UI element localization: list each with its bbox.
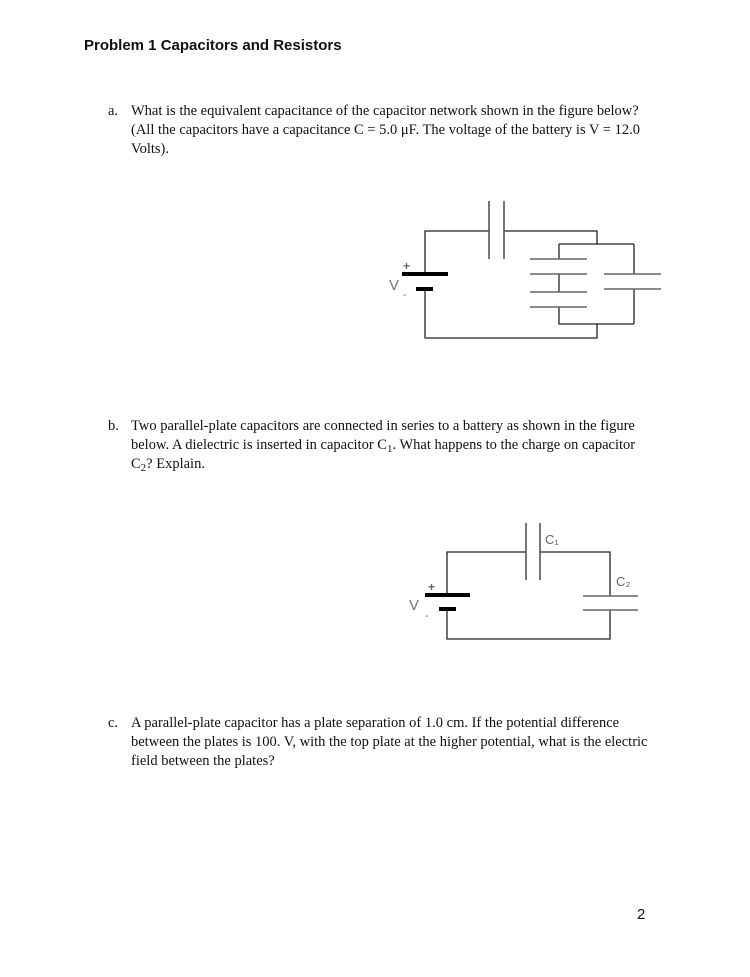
minus-label: - xyxy=(403,289,407,301)
question-text: A parallel-plate capacitor has a plate separation of 1.0 cm. If the potential difference between the plates is 100. V, with the top plate at the higher potential, what is the electric field between the plates? xyxy=(131,715,648,769)
circuit-b xyxy=(425,523,638,639)
circuit-a xyxy=(402,201,661,338)
c2-label: C₂ xyxy=(616,574,631,589)
question-label: c. xyxy=(108,715,119,731)
problem-title: Problem 1 Capacitors and Resistors xyxy=(84,37,342,54)
battery-label: V xyxy=(389,277,400,294)
text-part: ? Explain. xyxy=(146,456,205,472)
plus-label: + xyxy=(403,259,411,273)
page-number: 2 xyxy=(637,906,646,923)
text-part: Two parallel-plate capacitors are connected in series to a battery as shown in the figure below. A dielectric is inserted in capacitor C xyxy=(131,418,635,453)
battery-label: V xyxy=(409,597,420,614)
question-label: b. xyxy=(108,418,119,434)
c1-label: C₁ xyxy=(545,532,559,547)
minus-label: - xyxy=(425,610,429,622)
plus-label: + xyxy=(428,580,436,594)
question-text: What is the equivalent capacitance of the capacitor network shown in the figure below? (All the capacitors have a capacitance C = 5.0 μF. The voltage of the battery is V = 12.0 Volts). xyxy=(131,103,640,157)
subscript: 2 xyxy=(140,462,147,474)
question-label: a. xyxy=(108,103,119,119)
text-part: . What happens to the charge on capacitor C xyxy=(131,437,636,472)
subscript: 1 xyxy=(386,443,393,455)
